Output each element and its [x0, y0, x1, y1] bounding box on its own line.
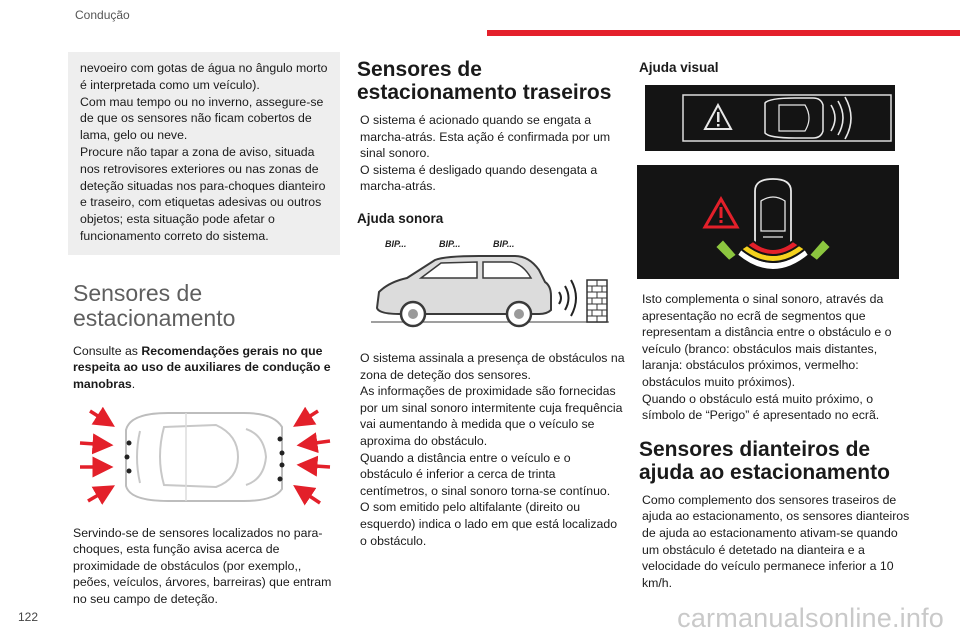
- consult-paragraph: [73, 343, 340, 393]
- visual-display-large: [637, 165, 899, 279]
- beep-label: BIP...: [385, 238, 407, 249]
- visual-aid-heading: Ajuda visual: [639, 60, 719, 75]
- page-number: 122: [18, 610, 39, 624]
- audio-aid-line: As informações de proximidade são fornecidas por um sinal sonoro intermitente cuja frequência vai aumentando à medida que o veículo se aproxima do obstáculo.: [360, 384, 623, 448]
- rear-sensors-line: O sistema é acionado quando se engata a marcha-atrás. Esta ação é confirmada por um sinal sonoro.: [360, 113, 611, 161]
- audio-aid-line: O som emitido pelo altifalante (direito ou esquerdo) indica o lado em que está localizado o obstáculo.: [360, 500, 618, 548]
- header-accent-bar: [487, 30, 960, 36]
- audio-aid-diagram: [359, 236, 629, 336]
- beep-label: BIP...: [439, 238, 461, 249]
- rear-sensors-heading: Sensores de estacionamento traseiros: [357, 58, 612, 104]
- audio-aid-heading: Ajuda sonora: [357, 210, 444, 226]
- consult-suffix: .: [131, 376, 136, 391]
- brick-wall: [587, 280, 607, 322]
- parking-sensors-heading: Sensores de estacionamento: [73, 279, 236, 331]
- column-left: [68, 52, 340, 608]
- rear-sensors-line: O sistema é desligado quando desengata a marcha-atrás.: [360, 162, 598, 194]
- front-sensors-heading: Sensores dianteiros de ajuda ao estacionamento: [639, 437, 890, 484]
- beep-label: BIP...: [493, 238, 515, 249]
- audio-aid-line: O sistema assinala a presença de obstáculos na zona de deteção dos sensores.: [360, 350, 625, 382]
- column-middle: [355, 52, 625, 549]
- note-line: nevoeiro com gotas de água no ângulo morto é interpretada como um veículo).: [80, 61, 328, 92]
- note-box: [68, 52, 340, 255]
- watermark: carmanualsonline.info: [677, 603, 944, 633]
- visual-display-small: [645, 85, 895, 151]
- visual-aid-line: Isto complementa o sinal sonoro, através da apresentação no ecrã de segmentos que representam a distância entre o obstáculo e o veículo (branco: obstáculos mais distantes, laranja: obstáculos próximos, vermelho: obstáculos muito próximos).: [642, 292, 892, 389]
- parking-sensors-description: Servindo-se de sensores localizados no para-choques, esta função avisa acerca de proximidade de obstáculos (por exemplo,, peões, veículos, árvores, barreiras) que entram no seu campo de deteção.: [73, 525, 332, 606]
- car-sensors-diagram: [68, 405, 340, 515]
- visual-aid-line: Quando o obstáculo está muito próximo, o símbolo de “Perigo” é apresentado no ecrã.: [642, 391, 880, 423]
- note-line: Com mau tempo ou no inverno, assegure-se de que os sensores não ficam cobertos de lama, gelo ou neve.: [80, 94, 324, 143]
- consult-link-text: Recomendações gerais no que respeita ao uso de auxiliares de condução e manobras: [73, 343, 331, 391]
- front-sensors-text: Como complemento dos sensores traseiros de ajuda ao estacionamento, os sensores dianteiros de ajuda ao estacionamento ativam-se quando um obstáculo é detetado na dianteira e a velocidade do veículo permanece inferior a 10 km/h.: [642, 492, 910, 590]
- note-line: Procure não tapar a zona de aviso, situada nos retrovisores exteriores ou nas zonas de deteção situadas nos para-choques dianteiro e traseiro, com etiquetas adesivas ou outros objetos; esta situação pode afetar o funcionamento correto do sistema.: [80, 144, 326, 243]
- column-right: [637, 52, 912, 591]
- audio-aid-line: Quando a distância entre o veículo e o obstáculo é inferior a cerca de trinta centímetros, o sinal sonoro torna-se contínuo.: [360, 450, 611, 498]
- consult-prefix: Consulte as: [73, 343, 142, 358]
- section-title: Condução: [75, 8, 130, 22]
